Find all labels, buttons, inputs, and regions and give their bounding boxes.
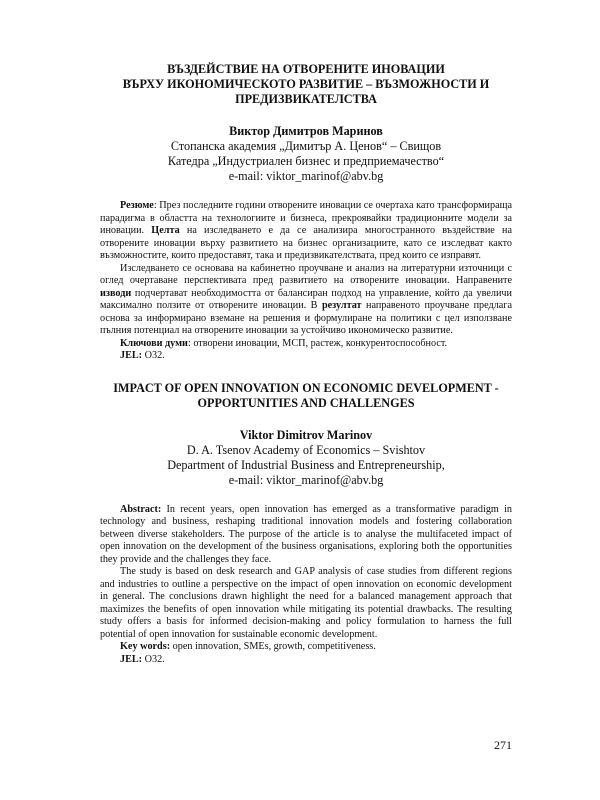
en-abstract (100, 504, 512, 667)
page-number: 271 (494, 738, 512, 752)
bg-abstract-text-d: подчертават необходимостта от балансиран подход на управление, който да увеличи максимално ползите от отворените иновации. В (100, 287, 512, 311)
en-title-line-1: IMPACT OF OPEN INNOVATION ON ECONOMIC DEVELOPMENT - (113, 380, 499, 395)
bg-jel-text: O32. (142, 350, 165, 361)
bg-author: Виктор Димитров Маринов (229, 124, 383, 138)
bg-abstract-paragraph-2 (100, 263, 512, 338)
en-jel (100, 654, 512, 667)
bg-keywords-text: : отворени иновации, МСП, растеж, конкурентоспособност. (187, 337, 448, 349)
paper-page (100, 62, 512, 752)
en-keywords (100, 641, 512, 654)
en-keywords-text: open innovation, SMEs, growth, competitiveness. (170, 641, 376, 652)
bg-conclusions-label: изводи (100, 287, 132, 299)
en-title-line-2: OPPORTUNITIES AND CHALLENGES (197, 395, 415, 410)
bg-author-block (100, 124, 512, 184)
en-jel-text: O32. (142, 653, 165, 665)
bg-jel (100, 350, 512, 363)
bg-title-line-3: ПРЕДИЗВИКАТЕЛСТВА (235, 92, 377, 106)
bg-title (100, 62, 512, 107)
bg-abstract (100, 200, 512, 363)
en-author: Viktor Dimitrov Marinov (239, 427, 373, 442)
bg-abstract-text-c: Изследването се основава на кабинетно проучване и анализ на литературни източници с оглед очертаване перспективата пред развитието на отворените иновации. Направените (100, 262, 512, 286)
bg-email: e-mail: viktor_marinof@abv.bg (228, 169, 384, 183)
en-email: e-mail: viktor_marinof@abv.bg (228, 472, 384, 487)
bg-keywords (100, 338, 512, 351)
bg-keywords-label: Ключови думи (120, 337, 188, 349)
bg-abstract-paragraph-1 (100, 200, 512, 263)
bg-title-line-2: ВЪРХУ ИКОНОМИЧЕСКОТО РАЗВИТИЕ – ВЪЗМОЖНОСТИ И (122, 77, 490, 91)
bg-abstract-label: Резюме (120, 200, 154, 211)
bg-result-label: резултат (321, 300, 362, 311)
bg-abstract-text-a: : През последните години отворените иновации се очертаха като трансформираща парадигма в областта на технологиите и бизнеса, прекроявайки традиционните модели за иновации. (100, 200, 512, 236)
en-abstract-paragraph-2: The study is based on desk research and GAP analysis of case studies from different regions and industries to outline a perspective on the impact of open innovation on economic development in general. The conclusions drawn highlight the need for a balanced management approach that maximizes the benefits of open innovation while mitigating its potential drawbacks. The resulting study offers a basis for informed decision-making and policy formulation to harness the full potential of open innovation for sustainable economic development. (100, 566, 512, 640)
bg-affiliation-1: Стопанска академия „Димитър А. Ценов“ – Свищов (170, 139, 442, 153)
en-keywords-label: Key words: (120, 641, 171, 652)
bg-title-line-1: ВЪЗДЕЙСТВИЕ НА ОТВОРЕНИТЕ ИНОВАЦИИ (167, 62, 445, 76)
bg-affiliation-2: Катедра „Индустриален бизнес и предприемачество“ (167, 154, 445, 168)
en-abstract-label: Abstract: (120, 503, 162, 515)
en-abstract-paragraph-1 (100, 504, 512, 567)
en-author-block (100, 428, 512, 488)
bg-abstract-text-e: направеното проучване предлага основа за информирано вземане на решения и формулиране на политики с цел използване пълния потенциал на отворените иновации за устойчиво икономическо развитие. (100, 300, 512, 336)
en-abstract-text-1: In recent years, open innovation has emerged as a transformative paradigm in technology and business, reshaping traditional innovation models and fostering collaboration between diverse stakeholders. The purpose of the article is to analyse the multifaceted impact of open innovation on the development of the business organisations, exploring both the opportunities they provide and the challenges they face. (100, 503, 512, 565)
bg-abstract-text-b: на изследването е да се анализира многостранното въздействие на отворените иновации върху развитието на бизнес организациите, като се изследват както възможностите, които предоставят, така и предизвикателствата, пред които се изправят. (100, 225, 512, 261)
en-title (100, 381, 512, 411)
bg-aim-label: Целта (151, 225, 180, 236)
bg-jel-label: JEL: (120, 350, 143, 361)
en-jel-label: JEL: (120, 653, 143, 665)
en-affiliation-1: D. A. Tsenov Academy of Economics – Svishtov (186, 442, 426, 457)
en-affiliation-2: Department of Industrial Business and Entrepreneurship, (167, 457, 445, 472)
